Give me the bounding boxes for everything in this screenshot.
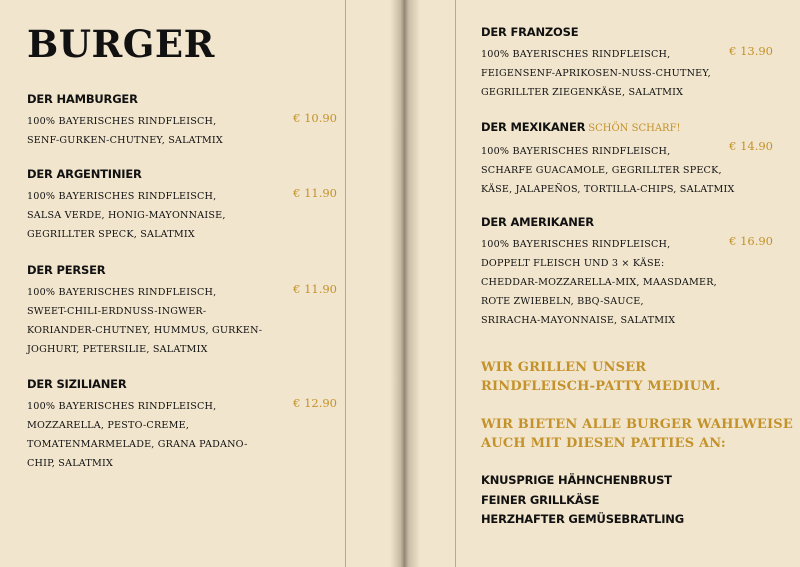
item-description-line: FEIGENSENF-APRIKOSEN-NUSS-CHUTNEY, (481, 68, 711, 79)
item-description-line: CHIP, SALATMIX (27, 458, 114, 469)
item-name: DER HAMBURGER (27, 92, 138, 106)
item-description-line: GEGRILLTER SPECK, SALATMIX (27, 229, 195, 240)
note-line: AUCH MIT DIESEN PATTIES AN: (481, 436, 726, 451)
item-description-line: JOGHURT, PETERSILIE, SALATMIX (27, 344, 208, 355)
item-price: € 12.90 (293, 396, 337, 410)
patty-options-list (481, 471, 684, 530)
item-description-line: SALSA VERDE, HONIG-MAYONNAISE, (27, 210, 226, 221)
item-description-line: SENF-GURKEN-CHUTNEY, SALATMIX (27, 135, 223, 146)
note-line: WIR BIETEN ALLE BURGER WAHLWEISE (481, 417, 793, 432)
item-description-line: 100% BAYERISCHES RINDFLEISCH, (481, 146, 671, 157)
patty-option: HERZHAFTER GEMÜSEBRATLING (481, 512, 684, 526)
item-description-line: 100% BAYERISCHES RINDFLEISCH, (27, 287, 217, 298)
item-name: DER MEXIKANER (481, 120, 586, 134)
item-description-line: 100% BAYERISCHES RINDFLEISCH, (481, 49, 671, 60)
item-description-line: ROTE ZWIEBELN, BBQ-SAUCE, (481, 296, 644, 307)
item-price: € 16.90 (729, 234, 773, 248)
item-name: DER SIZILIANER (27, 377, 127, 391)
item-name: DER FRANZOSE (481, 25, 579, 39)
item-name: DER AMERIKANER (481, 215, 594, 229)
item-name: DER ARGENTINIER (27, 167, 142, 181)
menu-item-mexikaner (481, 120, 773, 199)
item-description-line: 100% BAYERISCHES RINDFLEISCH, (27, 191, 217, 202)
item-description-line: SWEET-CHILI-ERDNUSS-INGWER- (27, 306, 207, 317)
patty-option: KNUSPRIGE HÄHNCHENBRUST (481, 473, 672, 487)
grill-note (481, 358, 781, 396)
menu-item-franzose (481, 25, 773, 102)
item-name: DER PERSER (27, 263, 106, 277)
menu-item-argentinier (27, 167, 337, 244)
item-description-line: SCHARFE GUACAMOLE, GEGRILLTER SPECK, (481, 165, 722, 176)
spicy-tag: SCHÖN SCHARF! (588, 123, 681, 134)
item-price: € 14.90 (729, 139, 773, 153)
menu-section-title: BURGER (27, 22, 215, 66)
item-description-line: CHEDDAR-MOZZARELLA-MIX, MAASDAMER, (481, 277, 717, 288)
item-price: € 11.90 (293, 282, 337, 296)
menu-item-perser (27, 263, 337, 359)
menu-item-amerikaner (481, 215, 773, 330)
item-description-line: 100% BAYERISCHES RINDFLEISCH, (27, 401, 217, 412)
patty-option: FEINER GRILLKÄSE (481, 492, 600, 507)
item-description-line: KÄSE, JALAPEÑOS, TORTILLA-CHIPS, SALATMIX (481, 184, 735, 195)
item-description-line: SRIRACHA-MAYONNAISE, SALATMIX (481, 315, 676, 326)
patty-options-note (481, 415, 793, 453)
item-price: € 11.90 (293, 186, 337, 200)
item-description-line: KORIANDER-CHUTNEY, HUMMUS, GURKEN- (27, 325, 263, 336)
right-page-divider (455, 0, 456, 567)
item-price: € 10.90 (293, 111, 337, 125)
left-page-divider (345, 0, 346, 567)
item-description-line: DOPPELT FLEISCH UND 3 × KÄSE: (481, 258, 665, 269)
item-description-line: 100% BAYERISCHES RINDFLEISCH, (481, 239, 671, 250)
book-spine (390, 0, 420, 567)
item-description-line: 100% BAYERISCHES RINDFLEISCH, (27, 116, 217, 127)
item-price: € 13.90 (729, 44, 773, 58)
note-line: RINDFLEISCH-PATTY MEDIUM. (481, 379, 721, 394)
menu-item-hamburger (27, 92, 337, 150)
item-description-line: TOMATENMARMELADE, GRANA PADANO- (27, 439, 248, 450)
item-description-line: GEGRILLTER ZIEGENKÄSE, SALATMIX (481, 87, 684, 98)
item-description-line: MOZZARELLA, PESTO-CREME, (27, 420, 190, 431)
note-line: WIR GRILLEN UNSER (481, 360, 647, 375)
menu-item-sizilianer (27, 377, 337, 473)
